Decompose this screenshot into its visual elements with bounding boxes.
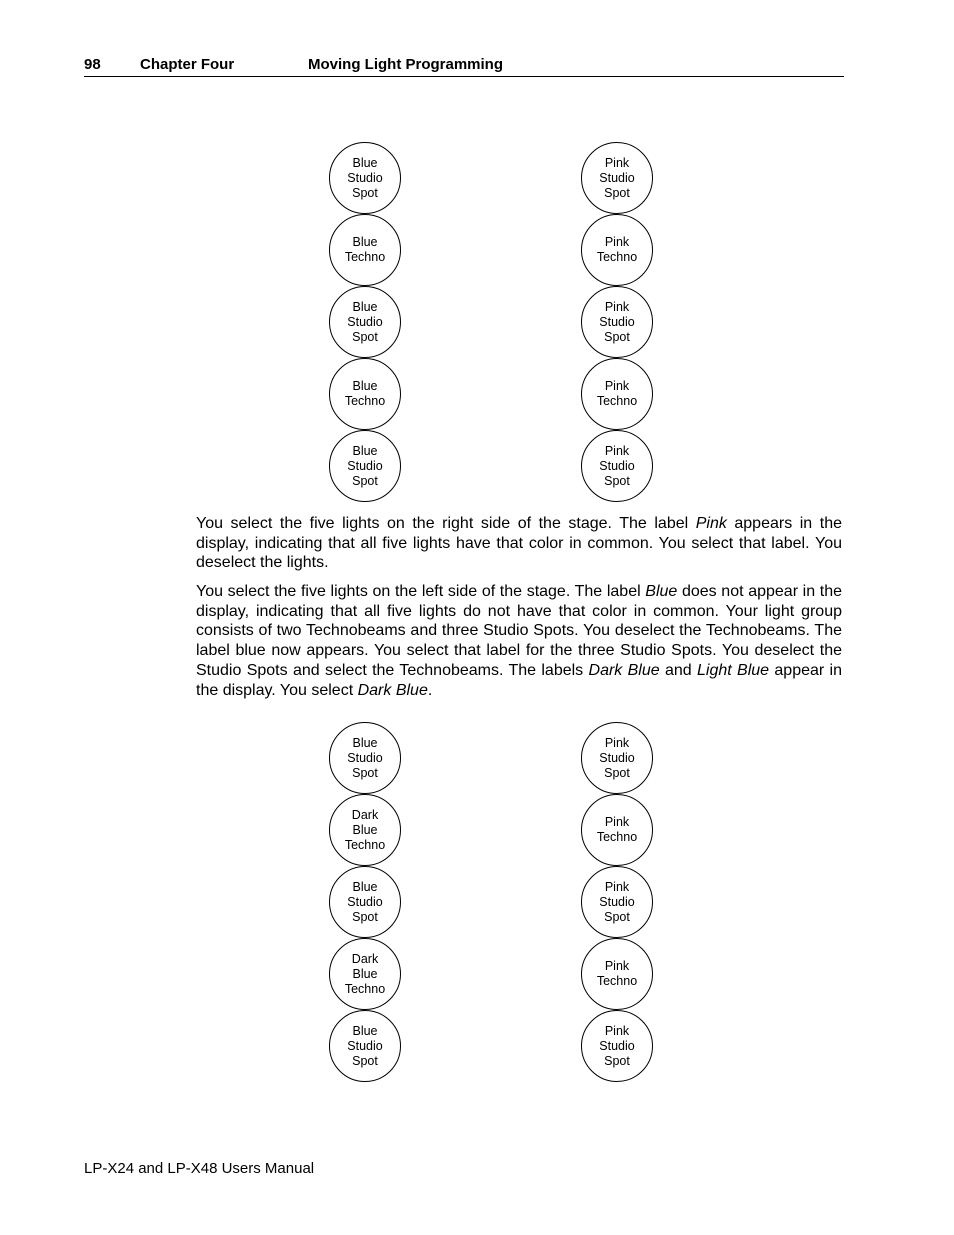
light-label-line: Spot bbox=[604, 329, 630, 344]
light-label-line: Blue bbox=[352, 299, 378, 314]
text-run: You select the five lights on the left side of the stage. The label bbox=[196, 583, 646, 600]
light-label-line: Spot bbox=[604, 765, 630, 780]
light-label-line: Blue bbox=[352, 1023, 378, 1038]
light-label-line: Spot bbox=[352, 765, 378, 780]
light-label-line: Studio bbox=[347, 314, 383, 329]
light-label-line: Techno bbox=[596, 830, 638, 844]
light-label-line: Dark bbox=[351, 807, 379, 822]
light-fixture bbox=[329, 794, 401, 866]
light-label-line: Studio bbox=[599, 1038, 635, 1053]
light-label-line: Techno bbox=[344, 250, 386, 264]
text-run: You select the five lights on the right side of the stage. The label bbox=[196, 515, 696, 532]
light-label-line: Studio bbox=[599, 458, 635, 473]
light-fixture bbox=[581, 286, 653, 358]
italic-term: Dark Blue bbox=[588, 661, 660, 679]
light-label-line: Pink bbox=[604, 235, 630, 249]
light-fixture bbox=[581, 722, 653, 794]
paragraph-1 bbox=[196, 514, 842, 573]
left-light-column bbox=[329, 722, 401, 1082]
light-label-line: Blue bbox=[352, 822, 378, 837]
light-fixture bbox=[329, 722, 401, 794]
chapter-label: Chapter Four bbox=[140, 56, 235, 73]
stage-diagram-top bbox=[0, 142, 954, 494]
light-fixture bbox=[581, 142, 653, 214]
light-label-line: Pink bbox=[604, 815, 630, 829]
paragraph-text bbox=[196, 582, 842, 700]
light-label-line: Blue bbox=[352, 879, 378, 894]
light-label-line: Studio bbox=[347, 170, 383, 185]
light-fixture bbox=[329, 142, 401, 214]
light-fixture bbox=[581, 1010, 653, 1082]
light-label-line: Studio bbox=[347, 894, 383, 909]
light-label-line: Blue bbox=[352, 443, 378, 458]
light-label-line: Spot bbox=[604, 185, 630, 200]
italic-term: Dark Blue bbox=[357, 681, 428, 699]
light-label-line: Techno bbox=[344, 837, 386, 852]
page-number: 98 bbox=[84, 56, 101, 73]
light-label-line: Spot bbox=[352, 329, 378, 344]
light-label-line: Spot bbox=[352, 185, 378, 200]
light-label-line: Techno bbox=[596, 394, 638, 408]
italic-term: Pink bbox=[695, 515, 727, 532]
light-label-line: Pink bbox=[604, 155, 630, 170]
light-label-line: Blue bbox=[352, 235, 378, 249]
right-light-column bbox=[581, 722, 653, 1082]
light-label-line: Techno bbox=[344, 394, 386, 408]
light-label-line: Pink bbox=[604, 1023, 630, 1038]
light-label-line: Blue bbox=[352, 379, 378, 393]
light-fixture bbox=[329, 286, 401, 358]
light-label-line: Techno bbox=[596, 974, 638, 988]
light-label-line: Blue bbox=[352, 155, 378, 170]
light-label-line: Pink bbox=[604, 959, 630, 973]
page-header bbox=[84, 56, 844, 77]
light-label-line: Pink bbox=[604, 879, 630, 894]
text-run: and bbox=[659, 661, 698, 679]
light-label-line: Spot bbox=[604, 473, 630, 488]
light-fixture bbox=[581, 938, 653, 1010]
light-fixture bbox=[581, 866, 653, 938]
light-label-line: Spot bbox=[604, 909, 630, 924]
text-run: appear in the display. You select bbox=[196, 661, 843, 699]
chapter-title: Moving Light Programming bbox=[308, 56, 503, 73]
light-label-line: Spot bbox=[352, 1053, 378, 1068]
light-label-line: Spot bbox=[352, 473, 378, 488]
paragraph-text bbox=[196, 514, 842, 573]
text-run: does not appear in the display, indicating that all five lights do not have that color in common. Your light group consists of two Technobeams and three Studio Spots. You deselect the Technobeams. The label blue now appears. You select that label for the three Studio Spots. You deselect the Studio Spots and select the Technobeams. The labels bbox=[196, 583, 842, 679]
light-fixture bbox=[581, 214, 653, 286]
light-label-line: Pink bbox=[604, 299, 630, 314]
italic-term: Light Blue bbox=[697, 661, 770, 679]
light-label-line: Techno bbox=[596, 250, 638, 264]
light-label-line: Blue bbox=[352, 735, 378, 750]
light-fixture bbox=[329, 938, 401, 1010]
light-fixture bbox=[581, 794, 653, 866]
light-label-line: Spot bbox=[604, 1053, 630, 1068]
italic-term: Blue bbox=[645, 583, 678, 600]
light-label-line: Studio bbox=[347, 750, 383, 765]
stage-diagram-bottom bbox=[0, 722, 954, 1074]
light-label-line: Studio bbox=[599, 170, 635, 185]
light-fixture bbox=[329, 358, 401, 430]
light-fixture bbox=[329, 866, 401, 938]
text-run: . bbox=[427, 681, 433, 699]
light-label-line: Studio bbox=[599, 750, 635, 765]
paragraph-2 bbox=[196, 582, 842, 700]
light-fixture bbox=[329, 430, 401, 502]
right-light-column bbox=[581, 142, 653, 502]
light-fixture bbox=[581, 430, 653, 502]
light-label-line: Techno bbox=[344, 981, 386, 996]
text-run: appears in the display, indicating that all five lights have that color in common. You select that label. You deselect the lights. bbox=[196, 515, 842, 572]
light-label-line: Studio bbox=[599, 314, 635, 329]
left-light-column bbox=[329, 142, 401, 502]
page-footer: LP-X24 and LP-X48 Users Manual bbox=[84, 1160, 315, 1177]
light-label-line: Pink bbox=[604, 443, 630, 458]
light-label-line: Spot bbox=[352, 909, 378, 924]
light-label-line: Pink bbox=[604, 379, 630, 393]
light-label-line: Studio bbox=[599, 894, 635, 909]
light-fixture bbox=[581, 358, 653, 430]
light-label-line: Studio bbox=[347, 1038, 383, 1053]
light-fixture bbox=[329, 1010, 401, 1082]
light-label-line: Blue bbox=[352, 966, 378, 981]
light-label-line: Studio bbox=[347, 458, 383, 473]
light-fixture bbox=[329, 214, 401, 286]
light-label-line: Pink bbox=[604, 735, 630, 750]
light-label-line: Dark bbox=[351, 951, 379, 966]
